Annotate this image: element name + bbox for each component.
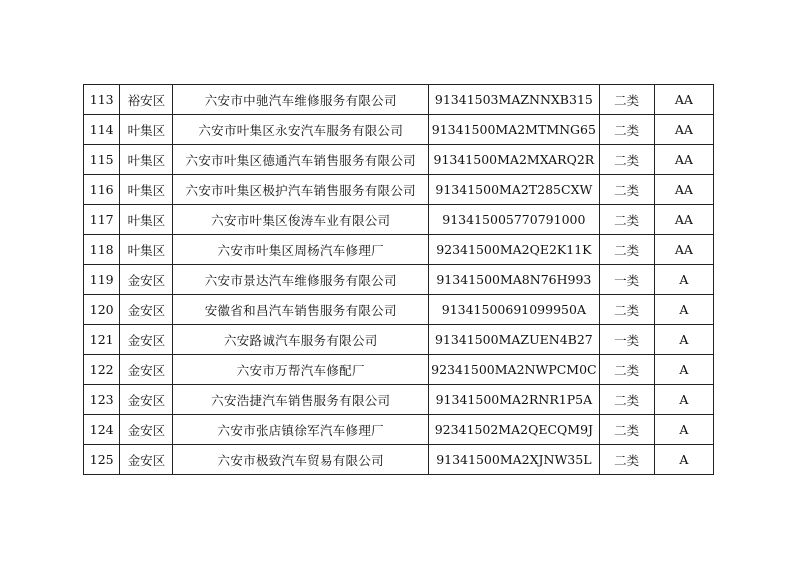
rating-cell: AA (654, 145, 713, 175)
company-name-cell: 安徽省和昌汽车销售服务有限公司 (173, 295, 429, 325)
table-row (84, 415, 714, 445)
district-cell: 叶集区 (120, 145, 173, 175)
company-name-cell: 六安市叶集区俊涛车业有限公司 (173, 205, 429, 235)
company-name-cell: 六安市极致汽车贸易有限公司 (173, 445, 429, 475)
credit-code-cell: 92341500MA2QE2K11K (429, 235, 599, 265)
district-cell: 叶集区 (120, 115, 173, 145)
table-row (84, 115, 714, 145)
company-name-cell: 六安市叶集区德通汽车销售服务有限公司 (173, 145, 429, 175)
rating-cell: AA (654, 85, 713, 115)
category-cell: 二类 (599, 385, 654, 415)
row-number: 122 (84, 355, 120, 385)
district-cell: 叶集区 (120, 175, 173, 205)
row-number: 119 (84, 265, 120, 295)
category-cell: 一类 (599, 265, 654, 295)
table-row (84, 265, 714, 295)
credit-code-cell: 92341502MA2QECQM9J (429, 415, 599, 445)
rating-cell: A (654, 295, 713, 325)
table-row (84, 85, 714, 115)
company-name-cell: 六安市万帮汽车修配厂 (173, 355, 429, 385)
category-cell: 二类 (599, 295, 654, 325)
row-number: 121 (84, 325, 120, 355)
credit-code-cell: 92341500MA2NWPCM0C (429, 355, 599, 385)
row-number: 117 (84, 205, 120, 235)
category-cell: 二类 (599, 115, 654, 145)
table-row (84, 385, 714, 415)
rating-cell: A (654, 385, 713, 415)
credit-code-cell: 91341500MAZUEN4B27 (429, 325, 599, 355)
table-row (84, 205, 714, 235)
credit-code-cell: 91341500MA2XJNW35L (429, 445, 599, 475)
category-cell: 二类 (599, 85, 654, 115)
district-cell: 金安区 (120, 445, 173, 475)
credit-code-cell: 91341500MA2MXARQ2R (429, 145, 599, 175)
rating-cell: AA (654, 175, 713, 205)
company-name-cell: 六安浩捷汽车销售服务有限公司 (173, 385, 429, 415)
district-cell: 叶集区 (120, 235, 173, 265)
rating-cell: A (654, 445, 713, 475)
rating-cell: AA (654, 235, 713, 265)
category-cell: 二类 (599, 235, 654, 265)
table-row (84, 325, 714, 355)
company-name-cell: 六安市中驰汽车维修服务有限公司 (173, 85, 429, 115)
enterprise-table (83, 84, 714, 475)
rating-cell: AA (654, 205, 713, 235)
table-row (84, 235, 714, 265)
row-number: 113 (84, 85, 120, 115)
credit-code-cell: 91341500691099950A (429, 295, 599, 325)
district-cell: 金安区 (120, 325, 173, 355)
category-cell: 二类 (599, 415, 654, 445)
table-row (84, 355, 714, 385)
company-name-cell: 六安市叶集区周杨汽车修理厂 (173, 235, 429, 265)
credit-code-cell: 91341500MA2RNR1P5A (429, 385, 599, 415)
row-number: 124 (84, 415, 120, 445)
credit-code-cell: 91341500MA8N76H993 (429, 265, 599, 295)
rating-cell: A (654, 355, 713, 385)
district-cell: 裕安区 (120, 85, 173, 115)
category-cell: 二类 (599, 445, 654, 475)
rating-cell: A (654, 325, 713, 355)
district-cell: 金安区 (120, 295, 173, 325)
company-name-cell: 六安市景达汽车维修服务有限公司 (173, 265, 429, 295)
table-row (84, 295, 714, 325)
district-cell: 金安区 (120, 265, 173, 295)
company-name-cell: 六安市叶集区极护汽车销售服务有限公司 (173, 175, 429, 205)
row-number: 123 (84, 385, 120, 415)
rating-cell: AA (654, 115, 713, 145)
table-body (84, 85, 714, 475)
category-cell: 一类 (599, 325, 654, 355)
category-cell: 二类 (599, 205, 654, 235)
district-cell: 叶集区 (120, 205, 173, 235)
company-name-cell: 六安市叶集区永安汽车服务有限公司 (173, 115, 429, 145)
district-cell: 金安区 (120, 415, 173, 445)
table-row (84, 175, 714, 205)
row-number: 118 (84, 235, 120, 265)
category-cell: 二类 (599, 175, 654, 205)
row-number: 114 (84, 115, 120, 145)
credit-code-cell: 913415005770791000 (429, 205, 599, 235)
credit-code-cell: 91341503MAZNNXB315 (429, 85, 599, 115)
credit-code-cell: 91341500MA2MTMNG65 (429, 115, 599, 145)
category-cell: 二类 (599, 145, 654, 175)
district-cell: 金安区 (120, 355, 173, 385)
company-name-cell: 六安市张店镇徐军汽车修理厂 (173, 415, 429, 445)
company-name-cell: 六安路诚汽车服务有限公司 (173, 325, 429, 355)
table-row (84, 445, 714, 475)
credit-code-cell: 91341500MA2T285CXW (429, 175, 599, 205)
row-number: 125 (84, 445, 120, 475)
category-cell: 二类 (599, 355, 654, 385)
row-number: 116 (84, 175, 120, 205)
rating-cell: A (654, 415, 713, 445)
rating-cell: A (654, 265, 713, 295)
row-number: 115 (84, 145, 120, 175)
district-cell: 金安区 (120, 385, 173, 415)
table-row (84, 145, 714, 175)
row-number: 120 (84, 295, 120, 325)
